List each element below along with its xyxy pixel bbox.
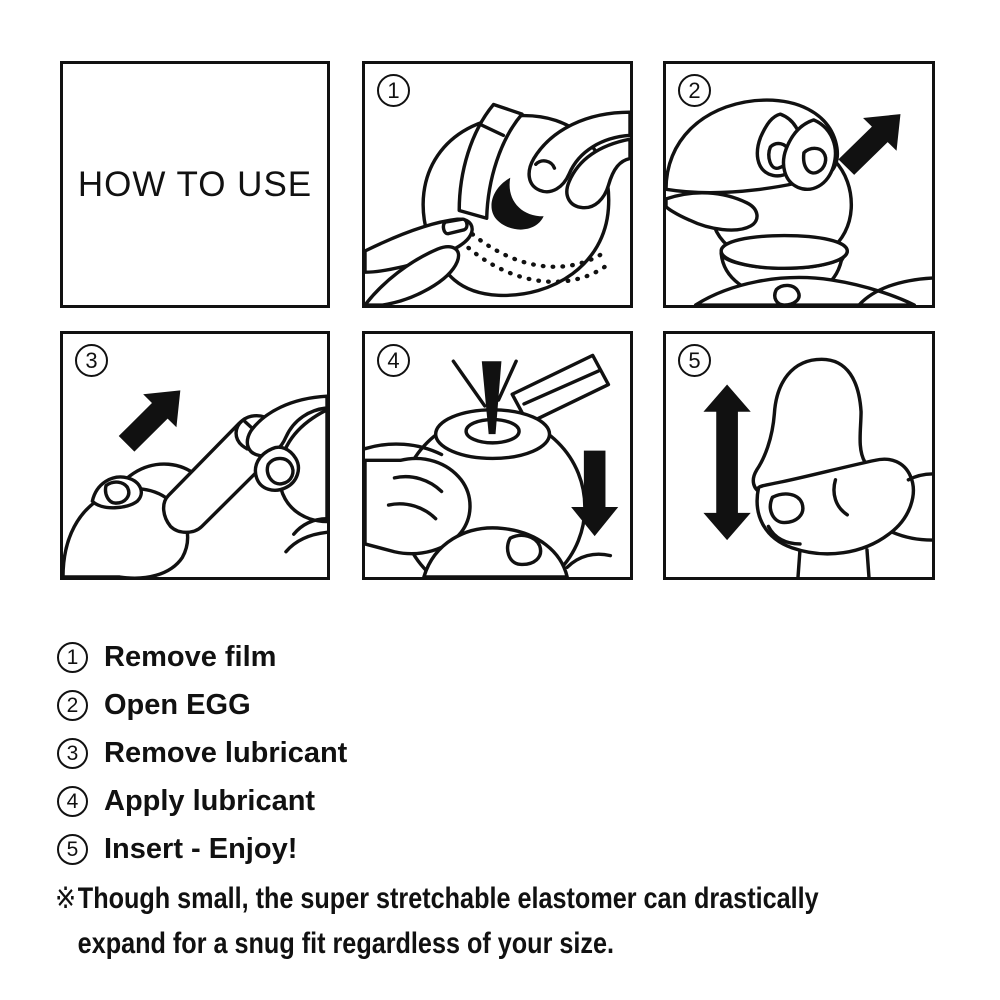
panel-step-1-remove-film: [362, 61, 633, 308]
curled-fingers: [286, 519, 327, 552]
footnote: [55, 876, 819, 966]
panel-number-5: 5: [678, 344, 711, 377]
step-label: Apply lubricant: [104, 784, 316, 817]
list-item-5: [57, 825, 347, 873]
instruction-list: [57, 633, 347, 873]
up-down-arrow-icon: [703, 385, 750, 541]
panel-how-to-use: [60, 61, 330, 308]
panel-number-1: 1: [377, 74, 410, 107]
fingernail: [804, 148, 826, 173]
circled-number: 1: [57, 642, 88, 673]
panel-step-2-open-egg: [663, 61, 935, 308]
list-item-1: [57, 633, 347, 681]
fingernail: [443, 219, 467, 234]
footnote-text: Though small, the super stretchable elastomer can drastically: [77, 882, 819, 915]
shell-rim: [721, 236, 847, 269]
panel-step-5-insert-enjoy: [663, 331, 935, 580]
footnote-line-2: expand for a snug fit regardless of your size.: [77, 927, 615, 960]
circled-number: 5: [57, 834, 88, 865]
up-right-arrow-icon: [838, 114, 900, 175]
panel-number-3: 3: [75, 344, 108, 377]
list-item-4: [57, 777, 347, 825]
fingernail: [508, 535, 541, 564]
step-label: Remove film: [104, 640, 277, 673]
circled-number: 2: [57, 690, 88, 721]
panel-step-3-remove-lubricant: [60, 331, 330, 580]
step-label: Open EGG: [104, 688, 251, 721]
step-label: Insert - Enjoy!: [104, 832, 298, 865]
knuckle-line: [567, 554, 610, 567]
step-label: Remove lubricant: [104, 736, 348, 769]
footnote-line-1: [55, 876, 819, 921]
reference-mark: ※: [55, 882, 77, 915]
circled-number: 3: [57, 738, 88, 769]
lower-hand: [696, 278, 915, 305]
list-item-3: [57, 729, 347, 777]
fingernail: [775, 285, 799, 305]
fingernail: [106, 482, 129, 503]
up-right-arrow-icon: [119, 390, 181, 451]
fingernail: [267, 458, 293, 483]
how-to-use-title: HOW TO USE: [77, 164, 313, 204]
list-item-2: [57, 681, 347, 729]
panel-number-2: 2: [678, 74, 711, 107]
fingernail: [770, 494, 802, 523]
panel-step-4-apply-lubricant: [362, 331, 633, 580]
circled-number: 4: [57, 786, 88, 817]
panel-number-4: 4: [377, 344, 410, 377]
